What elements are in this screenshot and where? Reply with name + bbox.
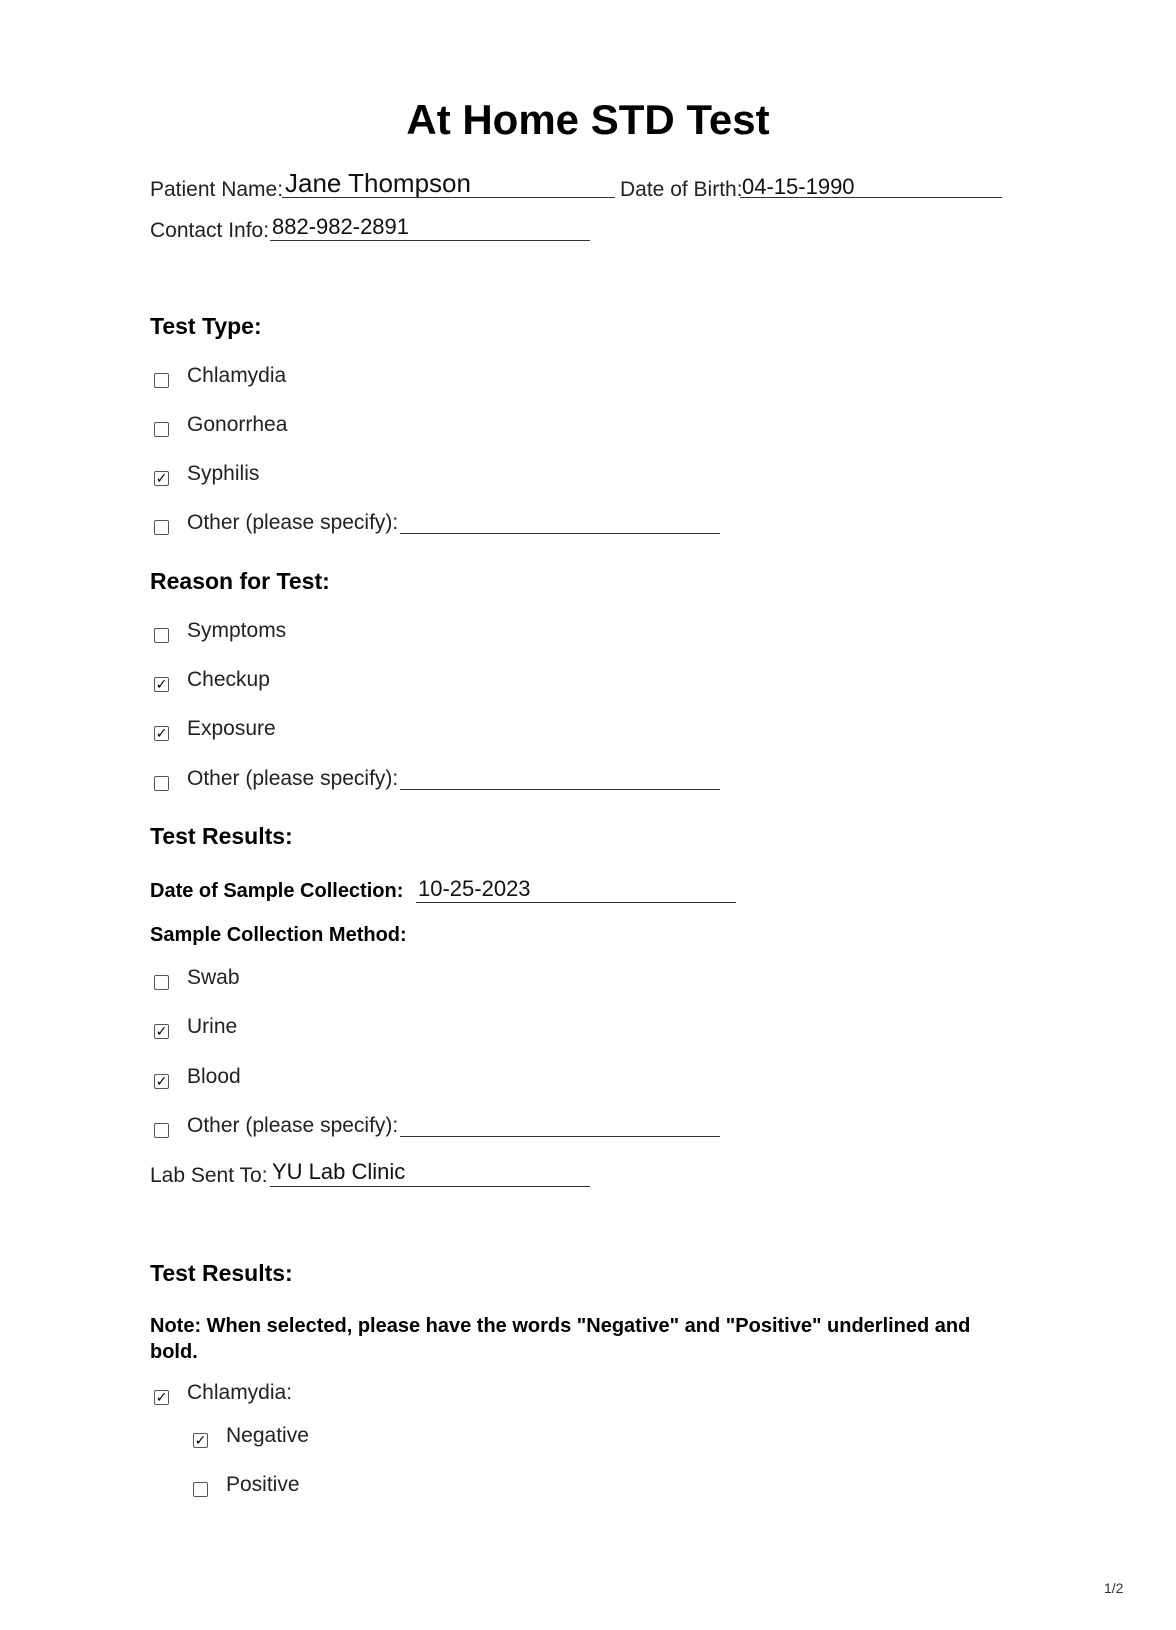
test-type-label-other: Other (please specify): [187,511,399,534]
reason-checkbox-other[interactable] [154,776,169,791]
reason-heading: Reason for Test: [150,568,330,594]
page-title: At Home STD Test [406,96,770,143]
contact-value[interactable]: 882-982-2891 [272,214,410,239]
test-type-checkbox-chlamydia[interactable] [154,373,169,388]
dob-value[interactable]: 04-15-1990 [742,174,855,199]
collection-method-label: Sample Collection Method: [150,924,407,946]
test-type-other-line[interactable] [400,533,720,534]
contact-label: Contact Info: [150,219,270,242]
page-number: 1/2 [1104,1580,1124,1596]
lab-sent-label: Lab Sent To: [150,1164,268,1187]
reason-checkbox-checkup[interactable]: ✓ [155,676,168,692]
sample-date-underline [416,902,736,903]
dob-underline [740,197,1002,198]
reason-checkbox-exposure[interactable]: ✓ [155,725,168,741]
result-label-positive: Positive [226,1473,300,1496]
test-type-heading: Test Type: [150,313,262,339]
result-checkbox-positive[interactable] [193,1482,208,1497]
patient-name-value[interactable]: Jane Thompson [285,168,471,198]
reason-label-exposure: Exposure [187,717,276,740]
final-results-heading: Test Results: [150,1260,293,1286]
reason-label-symptoms: Symptoms [187,619,287,642]
method-label-other: Other (please specify): [187,1114,399,1137]
lab-sent-underline [270,1186,590,1187]
lab-sent-value[interactable]: YU Lab Clinic [272,1159,406,1184]
reason-checkbox-symptoms[interactable] [154,628,169,643]
method-label-blood: Blood [187,1065,241,1088]
test-type-checkbox-syphilis[interactable]: ✓ [155,470,168,486]
method-checkbox-other[interactable] [154,1123,169,1138]
test-type-label-syphilis: Syphilis [187,462,260,485]
test-type-label-chlamydia: Chlamydia [187,364,287,387]
method-other-line[interactable] [400,1136,720,1137]
test-type-label-gonorrhea: Gonorrhea [187,413,288,436]
patient-name-label: Patient Name: [150,178,284,201]
result-checkbox-chlamydia[interactable]: ✓ [155,1389,168,1405]
method-checkbox-urine[interactable]: ✓ [155,1023,168,1039]
method-checkbox-blood[interactable]: ✓ [155,1073,168,1089]
test-type-checkbox-other[interactable] [154,520,169,535]
method-label-swab: Swab [187,966,240,989]
reason-label-checkup: Checkup [187,668,270,691]
dob-label: Date of Birth: [620,178,743,201]
contact-underline [270,240,590,241]
result-checkbox-negative[interactable]: ✓ [194,1432,207,1448]
result-label-negative: Negative [226,1424,309,1447]
method-checkbox-swab[interactable] [154,975,169,990]
results-note: Note: When selected, please have the words "Negative" and "Positive" underlined and bold. [150,1315,971,1363]
sample-date-label: Date of Sample Collection: [150,880,404,902]
result-label-chlamydia: Chlamydia: [187,1381,293,1404]
patient-name-underline [282,197,615,198]
test-results-heading: Test Results: [150,823,293,849]
reason-other-line[interactable] [400,789,720,790]
test-type-checkbox-gonorrhea[interactable] [154,422,169,437]
reason-label-other: Other (please specify): [187,767,399,790]
method-label-urine: Urine [187,1015,238,1038]
sample-date-value[interactable]: 10-25-2023 [418,876,531,901]
